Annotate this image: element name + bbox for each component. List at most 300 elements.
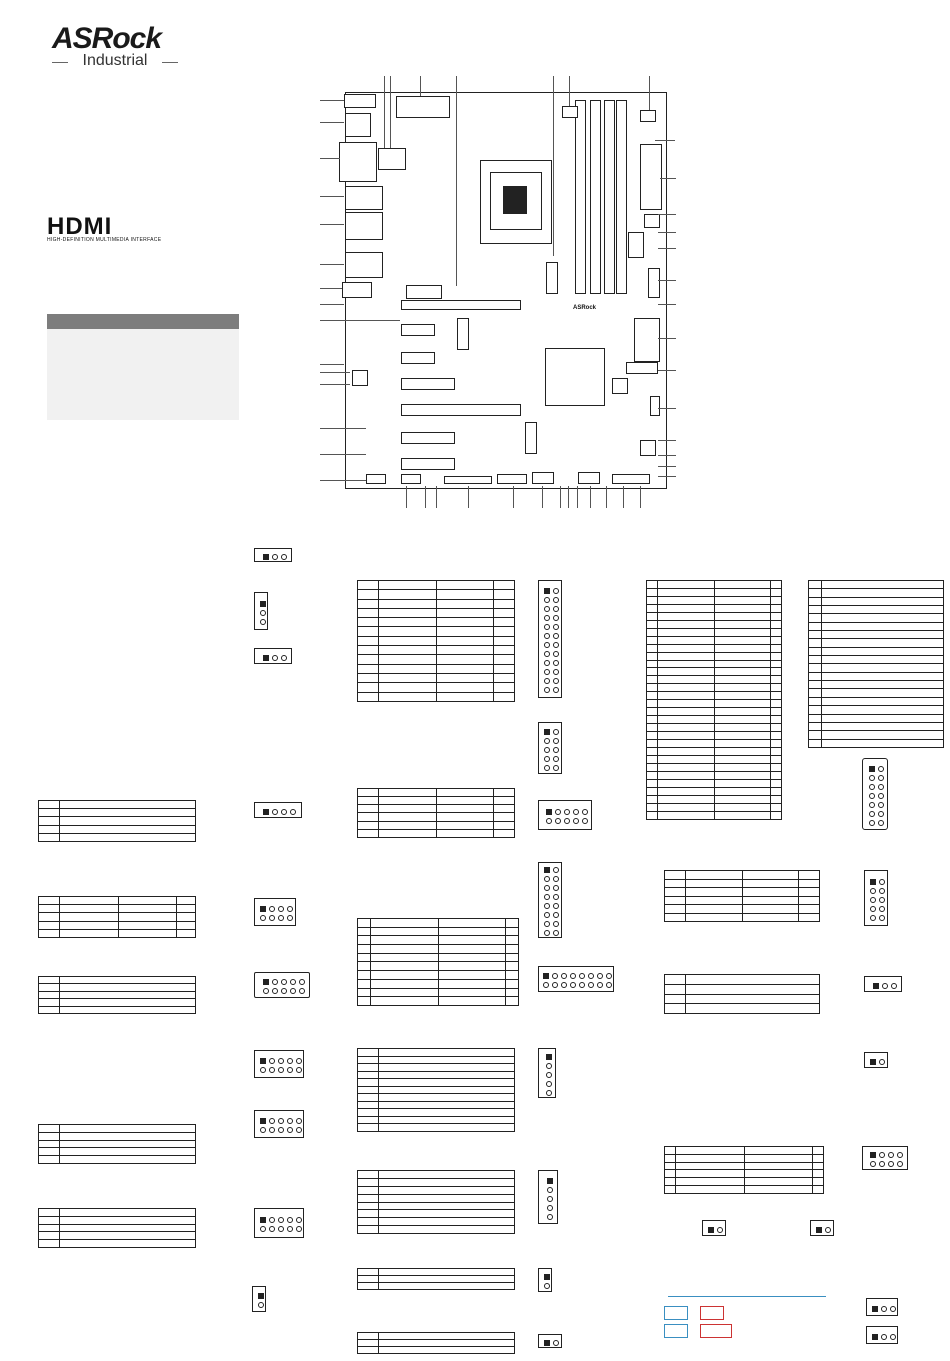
- pin: [588, 973, 594, 979]
- pin: [546, 1081, 552, 1087]
- header-bottom-6: [578, 472, 600, 484]
- pin-1-marker: [544, 588, 550, 594]
- leader-bottom: [560, 486, 561, 508]
- jumper-2pin-vertical: [252, 1286, 266, 1312]
- pin: [544, 765, 550, 771]
- fan-header-4pin-4: [254, 1208, 304, 1238]
- pin-1-marker: [544, 867, 550, 873]
- pin: [869, 775, 875, 781]
- pin: [296, 1226, 302, 1232]
- sata-connector-diagram: [538, 1170, 558, 1224]
- pin: [555, 809, 561, 815]
- pin-table-8: [357, 918, 519, 1006]
- header-10pin-vertical: [538, 722, 562, 774]
- pin: [260, 619, 266, 625]
- pin: [287, 1226, 293, 1232]
- pin-table-5: [38, 1208, 196, 1248]
- pin: [597, 982, 603, 988]
- leader-right: [658, 476, 676, 477]
- header-bottom-1: [366, 474, 386, 484]
- header-bottom-3: [444, 476, 492, 484]
- pin: [544, 903, 550, 909]
- pin: [606, 982, 612, 988]
- header-bottom-4: [497, 474, 527, 484]
- leader-right: [658, 214, 676, 215]
- pin: [278, 1067, 284, 1073]
- pin: [553, 1340, 559, 1346]
- io-port-5: [345, 212, 383, 240]
- pin: [269, 915, 275, 921]
- pin: [582, 809, 588, 815]
- leader-top: [649, 76, 650, 110]
- pin: [547, 1214, 553, 1220]
- chip-left: [352, 370, 368, 386]
- pin-table-16: [664, 974, 820, 1014]
- pin-1-marker: [544, 1274, 550, 1280]
- pin-table-2: [38, 896, 196, 938]
- pin: [553, 738, 559, 744]
- leader-bottom: [406, 486, 407, 508]
- chipset-heatsink: [545, 348, 605, 406]
- pin: [553, 615, 559, 621]
- pin: [260, 915, 266, 921]
- pcie-slot-4: [401, 432, 455, 444]
- pin-table-9: [357, 1048, 515, 1132]
- io-port-1: [344, 94, 376, 108]
- pin: [278, 906, 284, 912]
- pin-1-marker: [543, 973, 549, 979]
- pin: [269, 1127, 275, 1133]
- industrial-subtitle: Industrial: [52, 52, 178, 70]
- pin: [553, 765, 559, 771]
- pin: [879, 897, 885, 903]
- pin: [606, 973, 612, 979]
- pin: [870, 1161, 876, 1167]
- pin: [564, 818, 570, 824]
- pin: [544, 651, 550, 657]
- leader-right: [658, 408, 676, 409]
- cpu-die: [503, 186, 527, 214]
- leader-right: [658, 440, 676, 441]
- pin: [544, 912, 550, 918]
- power-connector-4pin: [254, 972, 310, 998]
- pin: [869, 820, 875, 826]
- pin: [544, 615, 550, 621]
- pin: [869, 802, 875, 808]
- pin: [570, 973, 576, 979]
- pin: [881, 1306, 887, 1312]
- pin-1-marker: [263, 979, 269, 985]
- pin: [544, 633, 550, 639]
- pin-1-marker: [263, 809, 269, 815]
- leader-left: [320, 320, 400, 321]
- pin: [879, 906, 885, 912]
- pin: [546, 1063, 552, 1069]
- pin: [553, 687, 559, 693]
- leader-left: [320, 264, 344, 265]
- pin-table-6: [357, 580, 515, 702]
- pin: [888, 1152, 894, 1158]
- pin-1-marker: [870, 1152, 876, 1158]
- pin: [553, 606, 559, 612]
- pin: [544, 597, 550, 603]
- asrock-logo: ASRock: [52, 22, 162, 55]
- header-bottom-2: [401, 474, 421, 484]
- pin: [269, 1226, 275, 1232]
- pin: [897, 1161, 903, 1167]
- pin-table-14: [808, 580, 944, 748]
- pin-1-marker: [546, 1054, 552, 1060]
- leader-right: [658, 338, 676, 339]
- pin-1-marker: [870, 879, 876, 885]
- pin-table-3: [38, 976, 196, 1014]
- pin: [287, 1118, 293, 1124]
- sata-block: [634, 318, 660, 362]
- pin: [278, 1058, 284, 1064]
- pin: [869, 811, 875, 817]
- pin: [544, 876, 550, 882]
- pin: [544, 747, 550, 753]
- fan-header-4pin-3: [254, 1110, 304, 1138]
- pin: [573, 809, 579, 815]
- pin: [296, 1067, 302, 1073]
- leader-left: [320, 122, 344, 123]
- pin: [561, 973, 567, 979]
- m2-connector-diagram: [538, 1048, 556, 1098]
- jumper-2pin-vertical-2: [538, 1268, 552, 1292]
- leader-bottom: [577, 486, 578, 508]
- leader-bottom: [640, 486, 641, 508]
- jumper-3pin-vertical: [254, 592, 268, 630]
- connector-right: [648, 268, 660, 298]
- atx-24pin-diagram: [538, 580, 562, 698]
- leader-left: [320, 364, 344, 365]
- pin: [544, 669, 550, 675]
- pin-table-11: [357, 1268, 515, 1290]
- pin: [544, 885, 550, 891]
- pin: [544, 1283, 550, 1289]
- pin: [544, 756, 550, 762]
- leader-right: [658, 232, 676, 233]
- io-audio: [342, 282, 372, 298]
- pin: [278, 1226, 284, 1232]
- pin: [869, 793, 875, 799]
- jumper-2pin-horizontal-2: [864, 1052, 888, 1068]
- m2-slot-1: [457, 318, 469, 350]
- leader-left: [320, 100, 344, 101]
- header-vertical-long: [538, 862, 562, 938]
- pin: [296, 1058, 302, 1064]
- header-top-3: [406, 285, 442, 299]
- m2-slot-2: [525, 422, 537, 454]
- pin: [879, 915, 885, 921]
- pin: [546, 1090, 552, 1096]
- pin-1-marker: [544, 1340, 550, 1346]
- pin-table-10: [357, 1170, 515, 1234]
- pin: [878, 802, 884, 808]
- leader-left: [320, 288, 342, 289]
- pin: [299, 988, 305, 994]
- io-port-6: [345, 252, 383, 278]
- pin-table-7: [357, 788, 515, 838]
- pin: [553, 867, 559, 873]
- pin: [891, 983, 897, 989]
- pin: [552, 982, 558, 988]
- pin: [281, 979, 287, 985]
- leader-left: [320, 428, 366, 429]
- pin: [890, 1306, 896, 1312]
- leader-bottom: [606, 486, 607, 508]
- pin: [269, 1217, 275, 1223]
- pin-1-marker: [708, 1227, 714, 1233]
- pcie-slot-5: [401, 458, 455, 470]
- pin-table-1: [38, 800, 196, 842]
- pin: [287, 1127, 293, 1133]
- pin: [879, 888, 885, 894]
- pin-1-marker: [260, 906, 266, 912]
- pin: [553, 903, 559, 909]
- pin: [597, 973, 603, 979]
- pin: [553, 588, 559, 594]
- hdmi-tagline: HIGH-DEFINITION MULTIMEDIA INTERFACE: [47, 237, 162, 243]
- pin: [260, 1127, 266, 1133]
- header-top-2: [378, 148, 406, 170]
- pin: [878, 811, 884, 817]
- pin-1-marker: [263, 655, 269, 661]
- pin: [588, 982, 594, 988]
- header-top-1: [396, 96, 450, 118]
- header-small-2: [866, 1326, 898, 1344]
- jumper-3pin-horizontal: [254, 548, 292, 562]
- leader-left: [320, 158, 340, 159]
- fan-header-4pin-2: [254, 1050, 304, 1078]
- pin: [553, 729, 559, 735]
- sata-block-2: [626, 362, 658, 374]
- jumper-3pin-horizontal-3: [864, 976, 902, 992]
- pin: [570, 982, 576, 988]
- pin: [878, 820, 884, 826]
- pin: [544, 606, 550, 612]
- pin: [879, 1059, 885, 1065]
- pin: [878, 766, 884, 772]
- blue-rule: [668, 1296, 826, 1297]
- pin: [281, 655, 287, 661]
- leader-top: [390, 76, 391, 148]
- pin: [296, 1217, 302, 1223]
- pin: [543, 982, 549, 988]
- header-bottom-5: [532, 472, 554, 484]
- pin: [272, 809, 278, 815]
- pin-1-marker: [870, 1059, 876, 1065]
- pin: [553, 756, 559, 762]
- leader-right: [658, 248, 676, 249]
- leader-right: [655, 140, 675, 141]
- pin: [544, 687, 550, 693]
- pin: [546, 1072, 552, 1078]
- pin-1-marker: [260, 1058, 266, 1064]
- leader-top: [384, 76, 385, 148]
- pin: [553, 876, 559, 882]
- header-horizontal-long: [538, 966, 614, 992]
- header-right-3: [628, 232, 644, 258]
- pin: [553, 885, 559, 891]
- leader-bottom: [436, 486, 437, 508]
- io-port-2: [345, 113, 371, 137]
- pin: [890, 1334, 896, 1340]
- fan-header-2: [640, 110, 656, 122]
- pin: [878, 793, 884, 799]
- pcie-slot-2: [401, 378, 455, 390]
- pcie-slot-3: [401, 404, 521, 416]
- leader-left: [320, 454, 366, 455]
- pin: [879, 1161, 885, 1167]
- pin: [879, 1152, 885, 1158]
- pin: [269, 906, 275, 912]
- header-bottom-7: [612, 474, 650, 484]
- leader-left: [320, 304, 344, 305]
- pin: [544, 894, 550, 900]
- pin: [553, 930, 559, 936]
- leader-right: [658, 466, 676, 467]
- pin: [290, 988, 296, 994]
- leader-bottom: [568, 486, 569, 508]
- info-panel-header: [47, 314, 239, 329]
- pin-1-marker: [260, 601, 266, 607]
- pin: [290, 809, 296, 815]
- blue-box-1: [664, 1306, 688, 1320]
- header-10pin-horizontal: [538, 800, 592, 830]
- pin: [553, 597, 559, 603]
- pin: [272, 988, 278, 994]
- pcie-x1-slot-2: [401, 352, 435, 364]
- leader-bottom: [425, 486, 426, 508]
- pin: [287, 1058, 293, 1064]
- leader-right: [658, 455, 676, 456]
- pin: [870, 888, 876, 894]
- pin: [553, 894, 559, 900]
- pin: [882, 983, 888, 989]
- pin: [870, 915, 876, 921]
- pin-table-4: [38, 1124, 196, 1164]
- pin-1-marker: [258, 1293, 264, 1299]
- leader-bottom: [590, 486, 591, 508]
- pin: [287, 1067, 293, 1073]
- pin: [260, 1226, 266, 1232]
- header-right-2: [644, 214, 660, 228]
- pin-1-marker: [263, 554, 269, 560]
- dimm-slot-3: [604, 100, 615, 294]
- pin: [281, 988, 287, 994]
- pin: [272, 655, 278, 661]
- pin: [269, 1118, 275, 1124]
- blue-box-2: [664, 1324, 688, 1338]
- leader-left: [320, 480, 366, 481]
- pin-1-marker: [873, 983, 879, 989]
- pin: [544, 738, 550, 744]
- pin: [553, 669, 559, 675]
- pin: [553, 624, 559, 630]
- pin: [287, 906, 293, 912]
- leader-bottom: [468, 486, 469, 508]
- pin: [290, 979, 296, 985]
- pin: [263, 988, 269, 994]
- pin: [869, 784, 875, 790]
- edge-connector-diagram: [862, 758, 888, 830]
- fan-header-1: [562, 106, 578, 118]
- jumper-3pin-horizontal-2: [254, 648, 292, 664]
- pin-1-marker: [260, 1217, 266, 1223]
- leader-left: [320, 384, 350, 385]
- fan-header-4pin: [254, 802, 302, 818]
- pin-table-12: [357, 1332, 515, 1354]
- pin: [553, 642, 559, 648]
- pin: [547, 1205, 553, 1211]
- leader-right: [658, 280, 676, 281]
- pin: [278, 1127, 284, 1133]
- pin: [553, 651, 559, 657]
- header-9pin-horizontal: [862, 1146, 908, 1170]
- pin: [258, 1302, 264, 1308]
- leader-top: [553, 76, 554, 256]
- dimm-slot-4: [616, 100, 627, 294]
- leader-top: [420, 76, 421, 96]
- pin: [272, 554, 278, 560]
- pcie-slot-1: [401, 300, 521, 310]
- pin: [260, 1067, 266, 1073]
- pin: [878, 784, 884, 790]
- io-port-4: [345, 186, 383, 210]
- pin: [553, 921, 559, 927]
- info-panel: [47, 314, 239, 420]
- pin-1-marker: [547, 1178, 553, 1184]
- leader-right: [658, 304, 676, 305]
- io-port-3: [339, 142, 377, 182]
- header-right-1: [650, 396, 660, 416]
- pin: [825, 1227, 831, 1233]
- pin: [544, 921, 550, 927]
- pin: [272, 979, 278, 985]
- pin: [579, 973, 585, 979]
- pin: [287, 1217, 293, 1223]
- pin: [717, 1227, 723, 1233]
- pin: [870, 906, 876, 912]
- leader-bottom: [623, 486, 624, 508]
- m2-slot-3: [546, 262, 558, 294]
- pin-1-marker: [872, 1306, 878, 1312]
- pin: [553, 633, 559, 639]
- pin: [269, 1067, 275, 1073]
- pin: [544, 660, 550, 666]
- pin: [544, 642, 550, 648]
- leader-bottom: [513, 486, 514, 508]
- header-10pin-vertical-2: [864, 870, 888, 926]
- leader-left: [320, 196, 344, 197]
- pin: [269, 1058, 275, 1064]
- leader-top: [456, 76, 457, 286]
- pin-1-marker: [546, 809, 552, 815]
- jumper-2pin-horizontal: [538, 1334, 562, 1348]
- pin: [544, 624, 550, 630]
- pin: [547, 1187, 553, 1193]
- pin: [897, 1152, 903, 1158]
- pin: [878, 775, 884, 781]
- pin: [555, 818, 561, 824]
- jumper-2pin-a: [702, 1220, 726, 1236]
- pin-1-marker: [869, 766, 875, 772]
- pin: [296, 1127, 302, 1133]
- pin-1-marker: [872, 1334, 878, 1340]
- leader-left: [320, 372, 350, 373]
